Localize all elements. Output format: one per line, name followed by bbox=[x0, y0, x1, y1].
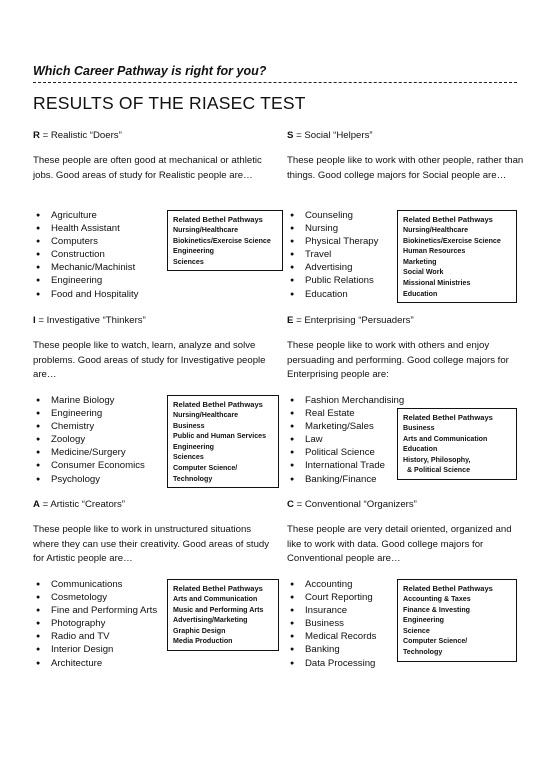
bullet-icon: ● bbox=[36, 594, 41, 602]
pathway-item: Advertising/Marketing bbox=[173, 616, 248, 625]
pathway-item: Media Production bbox=[173, 637, 233, 646]
section-letter: S bbox=[287, 130, 294, 141]
list-item-text: Banking bbox=[305, 644, 340, 656]
list-item bbox=[287, 222, 378, 235]
list-item-text: Zoology bbox=[51, 434, 86, 446]
list-item bbox=[287, 578, 376, 591]
bullet-icon: ● bbox=[36, 475, 41, 483]
list-item-text: Construction bbox=[51, 249, 105, 261]
list-item-text: Consumer Economics bbox=[51, 460, 145, 472]
list-item bbox=[33, 274, 138, 287]
pathway-item: Computer Science/ bbox=[403, 637, 468, 646]
list-item bbox=[33, 407, 145, 420]
list-item bbox=[287, 288, 378, 301]
pathway-item: Human Resources bbox=[403, 247, 466, 256]
section-enterprising bbox=[287, 315, 527, 485]
bullet-icon: ● bbox=[290, 633, 295, 641]
list-item bbox=[33, 643, 157, 656]
section-letter: A bbox=[33, 499, 40, 510]
list-item-text: Court Reporting bbox=[305, 592, 373, 604]
list-item-text: Political Science bbox=[305, 447, 375, 459]
list-item bbox=[287, 394, 404, 407]
section-heading bbox=[33, 130, 273, 144]
section-label: = Realistic “Doers” bbox=[39, 130, 122, 141]
bullet-icon: ● bbox=[290, 581, 295, 588]
pathway-item: Arts and Communication bbox=[403, 434, 488, 443]
list-item-text: Marketing/Sales bbox=[305, 421, 374, 433]
section-letter: C bbox=[287, 499, 294, 510]
bullet-icon: ● bbox=[36, 659, 41, 667]
list-item-text: Communications bbox=[51, 579, 123, 590]
list-item bbox=[33, 288, 138, 301]
list-item bbox=[287, 630, 376, 643]
list-item-text: Interior Design bbox=[51, 644, 114, 656]
section-description: These people like to work in unstructured situations where they can use their creativity. Good areas of study for Artistic people are… bbox=[33, 524, 270, 565]
list-item bbox=[287, 433, 404, 446]
list-item bbox=[33, 473, 145, 486]
bullet-icon: ● bbox=[36, 290, 41, 298]
pathway-item: Nursing/Healthcare bbox=[173, 411, 239, 419]
bullet-icon: ● bbox=[290, 225, 295, 233]
pathway-item: Engineering bbox=[173, 247, 214, 256]
list-item-text: Food and Hospitality bbox=[51, 288, 139, 300]
pathway-item: Public and Human Services bbox=[173, 432, 267, 441]
study-list bbox=[33, 578, 157, 670]
study-list bbox=[287, 394, 404, 486]
bullet-icon: ● bbox=[36, 238, 41, 246]
section-conventional bbox=[287, 499, 527, 669]
pathway-item: Missional Ministries bbox=[403, 278, 471, 287]
bullet-icon: ● bbox=[36, 581, 41, 588]
list-item-text: Psychology bbox=[51, 473, 101, 485]
section-letter: R bbox=[33, 130, 40, 141]
list-item bbox=[287, 617, 376, 630]
pathways-box-title: Related Bethel Pathways bbox=[173, 215, 263, 224]
bullet-icon: ● bbox=[36, 225, 41, 233]
list-item bbox=[33, 630, 157, 643]
list-item-text: Banking/Finance bbox=[305, 473, 377, 485]
pathway-item: Biokinetics/Exercise Science bbox=[173, 236, 271, 245]
bullet-icon: ● bbox=[36, 436, 41, 444]
bullet-icon: ● bbox=[290, 251, 295, 259]
pathway-item: Accounting & Taxes bbox=[403, 595, 471, 603]
list-item-text: Counseling bbox=[305, 210, 354, 221]
list-item bbox=[287, 248, 378, 261]
study-list bbox=[287, 209, 378, 301]
list-item bbox=[33, 459, 145, 472]
list-item bbox=[33, 209, 138, 222]
study-list bbox=[287, 578, 376, 670]
list-item bbox=[33, 433, 145, 446]
list-item bbox=[287, 446, 404, 459]
bullet-icon: ● bbox=[36, 423, 41, 431]
bullet-icon: ● bbox=[290, 264, 295, 272]
list-item-text: Law bbox=[305, 434, 323, 446]
list-item-text: Photography bbox=[51, 618, 106, 630]
list-item-text: Mechanic/Machinist bbox=[51, 262, 136, 274]
list-item bbox=[287, 420, 404, 433]
list-item bbox=[287, 261, 378, 274]
section-label: = Artistic “Creators” bbox=[39, 499, 125, 510]
pathway-item: Sciences bbox=[173, 257, 204, 266]
pathway-item: Marketing bbox=[403, 257, 437, 266]
list-item-text: Computers bbox=[51, 236, 98, 248]
list-item bbox=[33, 578, 157, 591]
bullet-icon: ● bbox=[290, 607, 295, 615]
list-item-text: Data Processing bbox=[305, 657, 376, 669]
bullet-icon: ● bbox=[290, 212, 295, 219]
section-investigative bbox=[33, 315, 273, 485]
list-item-text: Nursing bbox=[305, 223, 339, 235]
pathways-box bbox=[167, 579, 279, 651]
dashed-divider bbox=[33, 82, 517, 83]
pathway-item: Technology bbox=[173, 474, 213, 483]
list-item bbox=[33, 446, 145, 459]
section-description: These people like to work with other people, rather than things. Good college majors for Social people are… bbox=[287, 155, 524, 181]
list-item bbox=[33, 604, 157, 617]
study-list bbox=[33, 394, 145, 486]
pathways-box bbox=[397, 579, 517, 662]
list-item bbox=[33, 617, 157, 630]
pathway-item: Nursing/Healthcare bbox=[173, 226, 239, 234]
list-item bbox=[287, 604, 376, 617]
section-heading bbox=[287, 315, 527, 329]
bullet-icon: ● bbox=[290, 646, 295, 654]
section-heading bbox=[33, 499, 273, 513]
list-item bbox=[33, 248, 138, 261]
list-item-text: Real Estate bbox=[305, 408, 355, 420]
list-item bbox=[287, 235, 378, 248]
list-item bbox=[287, 459, 404, 472]
pathway-item: Computer Science/ bbox=[173, 463, 238, 472]
list-item-text: Engineering bbox=[51, 408, 103, 420]
bullet-icon: ● bbox=[36, 633, 41, 641]
pathways-box-title: Related Bethel Pathways bbox=[403, 413, 493, 422]
pathway-item: Nursing/Healthcare bbox=[403, 226, 469, 234]
pathway-item: Education bbox=[403, 445, 438, 454]
bullet-icon: ● bbox=[36, 449, 41, 457]
section-description: These people are often good at mechanical or athletic jobs. Good areas of study for Realistic people are… bbox=[33, 155, 262, 181]
bullet-icon: ● bbox=[36, 620, 41, 628]
list-item-text: Business bbox=[305, 618, 344, 630]
list-item-text: Public Relations bbox=[305, 275, 374, 287]
list-item-text: Fashion Merchandising bbox=[305, 395, 405, 406]
pathways-box-title: Related Bethel Pathways bbox=[403, 215, 493, 224]
bullet-icon: ● bbox=[36, 607, 41, 615]
bullet-icon: ● bbox=[290, 290, 295, 298]
study-list bbox=[33, 209, 138, 301]
section-label: = Enterprising “Persuaders” bbox=[293, 315, 414, 326]
list-item bbox=[33, 591, 157, 604]
bullet-icon: ● bbox=[36, 212, 41, 219]
pathway-item: Music and Performing Arts bbox=[173, 605, 264, 614]
section-label: = Conventional “Organizers” bbox=[293, 499, 417, 510]
bullet-icon: ● bbox=[36, 264, 41, 272]
pathways-box-title: Related Bethel Pathways bbox=[173, 584, 263, 593]
bullet-icon: ● bbox=[290, 423, 295, 431]
list-item bbox=[33, 657, 157, 670]
section-letter: E bbox=[287, 315, 294, 326]
bullet-icon: ● bbox=[290, 594, 295, 602]
bullet-icon: ● bbox=[290, 475, 295, 483]
pathway-item: Biokinetics/Exercise Science bbox=[403, 236, 501, 245]
section-social bbox=[287, 130, 527, 300]
bullet-icon: ● bbox=[290, 238, 295, 246]
list-item-text: Agriculture bbox=[51, 210, 97, 221]
pathway-item: Finance & Investing bbox=[403, 605, 471, 614]
list-item bbox=[33, 261, 138, 274]
pathway-item: Graphic Design bbox=[173, 626, 226, 635]
bullet-icon: ● bbox=[36, 462, 41, 470]
bullet-icon: ● bbox=[290, 659, 295, 667]
pathway-item: Business bbox=[403, 424, 435, 432]
section-description: These people like to watch, learn, analyze and solve problems. Good areas of study for Investigative people are… bbox=[33, 340, 266, 381]
pathway-item: Engineering bbox=[403, 616, 444, 625]
list-item bbox=[287, 591, 376, 604]
pathways-box bbox=[397, 210, 517, 303]
section-heading bbox=[287, 499, 527, 513]
list-item-text: Architecture bbox=[51, 657, 103, 669]
pathway-item: Science bbox=[403, 626, 430, 635]
list-item-text: Radio and TV bbox=[51, 631, 110, 643]
pathway-item: Technology bbox=[403, 647, 443, 656]
list-item bbox=[287, 407, 404, 420]
list-item-text: Medicine/Surgery bbox=[51, 447, 126, 459]
section-label: = Social “Helpers” bbox=[293, 130, 373, 141]
list-item bbox=[287, 274, 378, 287]
list-item-text: Cosmetology bbox=[51, 592, 107, 604]
list-item bbox=[287, 657, 376, 670]
list-item bbox=[33, 420, 145, 433]
pathways-box bbox=[397, 408, 517, 480]
bullet-icon: ● bbox=[290, 462, 295, 470]
bullet-icon: ● bbox=[36, 410, 41, 418]
list-item-text: Medical Records bbox=[305, 631, 377, 643]
pathway-item: Sciences bbox=[173, 453, 204, 462]
bullet-icon: ● bbox=[36, 277, 41, 285]
list-item-text: Health Assistant bbox=[51, 223, 120, 235]
section-artistic bbox=[33, 499, 273, 669]
list-item-text: Education bbox=[305, 288, 348, 300]
bullet-icon: ● bbox=[290, 449, 295, 457]
list-item-text: Marine Biology bbox=[51, 395, 115, 406]
pathways-box-title: Related Bethel Pathways bbox=[403, 584, 493, 593]
pathway-item: & Political Science bbox=[403, 466, 471, 475]
list-item-text: Accounting bbox=[305, 579, 353, 590]
list-item bbox=[287, 209, 378, 222]
bullet-icon: ● bbox=[290, 620, 295, 628]
section-label: = Investigative “Thinkers” bbox=[35, 315, 146, 326]
bullet-icon: ● bbox=[290, 397, 295, 404]
pathway-item: History, Philosophy, bbox=[403, 455, 471, 464]
pathways-box bbox=[167, 210, 283, 271]
list-item bbox=[287, 473, 404, 486]
list-item-text: International Trade bbox=[305, 460, 386, 472]
page-title: RESULTS OF THE RIASEC TEST bbox=[33, 93, 306, 113]
page-question: Which Career Pathway is right for you? bbox=[33, 64, 267, 78]
pathway-item: Business bbox=[173, 421, 205, 430]
section-letter: I bbox=[33, 315, 36, 326]
list-item bbox=[33, 235, 138, 248]
pathway-item: Engineering bbox=[173, 442, 214, 451]
list-item bbox=[33, 394, 145, 407]
bullet-icon: ● bbox=[290, 436, 295, 444]
section-description: These people like to work with others and enjoy persuading and performing. Good college majors for Enterprising people are: bbox=[287, 340, 509, 381]
pathway-item: Arts and Communication bbox=[173, 595, 258, 603]
list-item-text: Insurance bbox=[305, 605, 348, 617]
section-heading bbox=[287, 130, 527, 144]
list-item-text: Advertising bbox=[305, 262, 353, 274]
bullet-icon: ● bbox=[36, 251, 41, 259]
list-item-text: Chemistry bbox=[51, 421, 95, 433]
list-item-text: Travel bbox=[305, 249, 332, 261]
bullet-icon: ● bbox=[36, 646, 41, 654]
pathways-box bbox=[167, 395, 279, 488]
list-item-text: Physical Therapy bbox=[305, 236, 379, 248]
bullet-icon: ● bbox=[36, 397, 41, 404]
bullet-icon: ● bbox=[290, 410, 295, 418]
list-item-text: Engineering bbox=[51, 275, 103, 287]
section-description: These people are very detail oriented, organized and like to work with data. Good college majors for Conventional people are… bbox=[287, 524, 512, 565]
pathways-box-title: Related Bethel Pathways bbox=[173, 400, 263, 409]
section-realistic bbox=[33, 130, 273, 300]
pathway-item: Education bbox=[403, 289, 438, 298]
list-item bbox=[33, 222, 138, 235]
list-item-text: Fine and Performing Arts bbox=[51, 605, 158, 617]
bullet-icon: ● bbox=[290, 277, 295, 285]
section-heading bbox=[33, 315, 273, 329]
pathway-item: Social Work bbox=[403, 268, 444, 277]
list-item bbox=[287, 643, 376, 656]
